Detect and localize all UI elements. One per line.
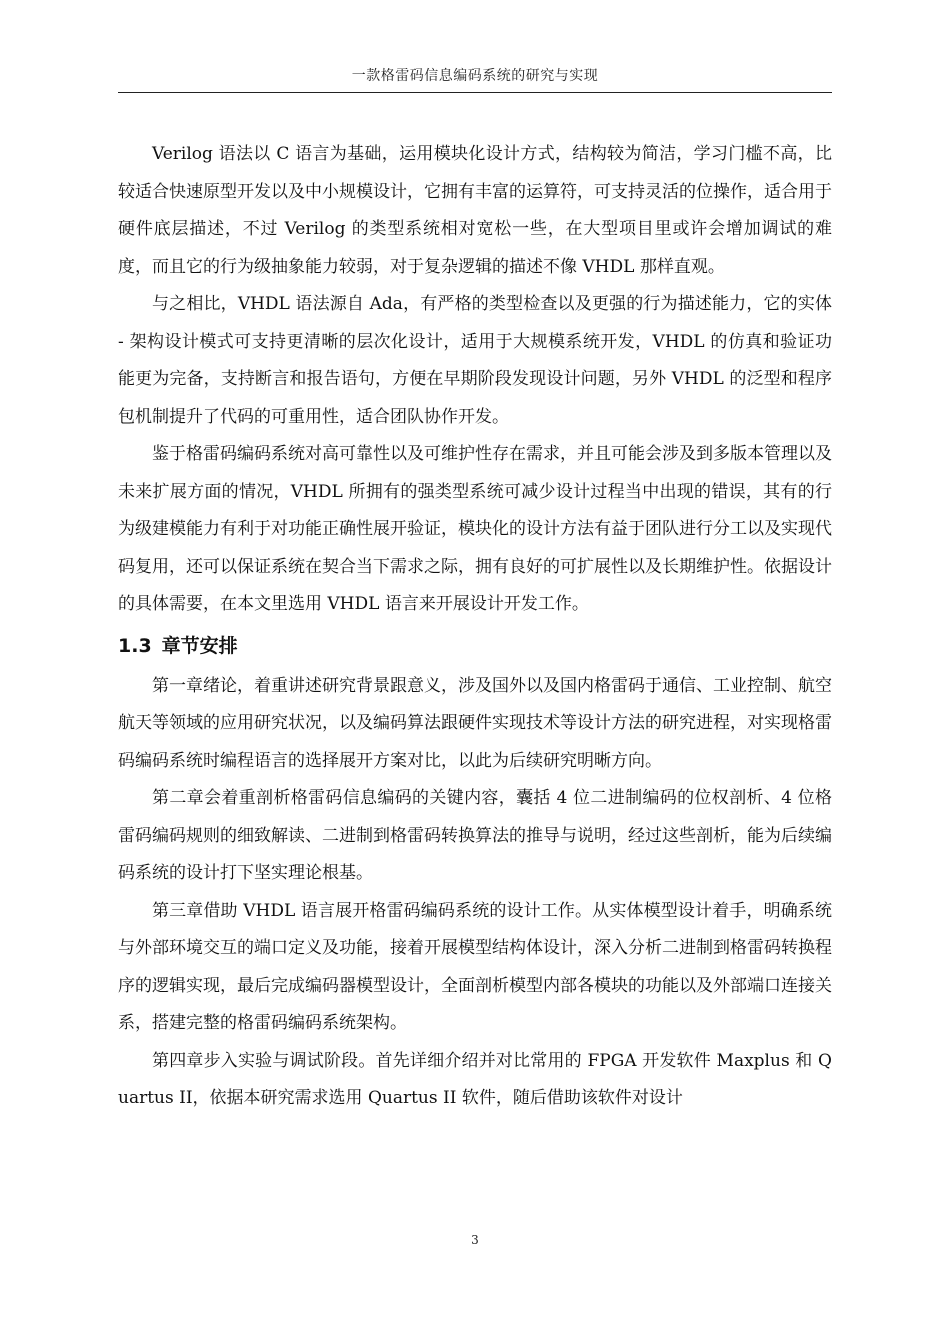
header-rule xyxy=(118,92,832,93)
paragraph-chapter-2: 第二章会着重剖析格雷码信息编码的关键内容，囊括 4 位二进制编码的位权剖析、4 位格雷码编码规则的细致解读、二进制到格雷码转换算法的推导与说明，经过这些剖析，能为后续编码系统的设计打下坚实理论根基。 xyxy=(118,788,832,883)
paragraph-verilog: Verilog 语法以 C 语言为基础，运用模块化设计方式，结构较为简洁，学习门槛不高，比较适合快速原型开发以及中小规模设计，它拥有丰富的运算符，可支持灵活的位操作，适合用于硬件底层描述，不过 Verilog 的类型系统相对宽松一些，在大型项目里或许会增加调试的难度，而且它的行为级抽象能力较弱，对于复杂逻辑的描述不像 VHDL 那样直观。 xyxy=(118,144,832,277)
section-heading xyxy=(118,626,832,666)
paragraph-vhdl: 与之相比，VHDL 语法源自 Ada，有严格的类型检查以及更强的行为描述能力，它的实体 - 架构设计模式可支持更清晰的层次化设计，适用于大规模系统开发，VHDL 的仿真和验证功能更为完备，支持断言和报告语句，方便在早期阶段发现设计问题，另外 VHDL 的泛型和程序包机制提升了代码的可重用性，适合团队协作开发。 xyxy=(118,294,832,427)
section-title: 章节安排 xyxy=(161,634,238,657)
paragraph-chapter-4: 第四章步入实验与调试阶段。首先详细介绍并对比常用的 FPGA 开发软件 Maxplus 和 Quartus II，依据本研究需求选用 Quartus II 软件，随后借助该软件对设计 xyxy=(118,1050,832,1108)
page-number: 3 xyxy=(471,1233,479,1247)
document-body xyxy=(118,136,832,1118)
running-header: 一款格雷码信息编码系统的研究与实现 xyxy=(351,68,599,84)
paragraph-chapter-1: 第一章绪论，着重讲述研究背景跟意义，涉及国外以及国内格雷码于通信、工业控制、航空航天等领域的应用研究状况，以及编码算法跟硬件实现技术等设计方法的研究进程，对实现格雷码编码系统时编程语言的选择展开方案对比，以此为后续研究明晰方向。 xyxy=(118,675,832,771)
paragraph-choice: 鉴于格雷码编码系统对高可靠性以及可维护性存在需求，并且可能会涉及到多版本管理以及未来扩展方面的情况，VHDL 所拥有的强类型系统可减少设计过程当中出现的错误，其有的行为级建模能力有利于对功能正确性展开验证，模块化的设计方法有益于团队进行分工以及实现代码复用，还可以保证系统在契合当下需求之际，拥有良好的可扩展性以及长期维护性。依据设计的具体需要，在本文里选用 VHDL 语言来开展设计开发工作。 xyxy=(118,444,832,614)
section-number: 1.3 xyxy=(118,634,152,657)
paragraph-chapter-3: 第三章借助 VHDL 语言展开格雷码编码系统的设计工作。从实体模型设计着手，明确系统与外部环境交互的端口定义及功能，接着开展模型结构体设计，深入分析二进制到格雷码转换程序的逻辑实现，最后完成编码器模型设计，全面剖析模型内部各模块的功能以及外部端口连接关系，搭建完整的格雷码编码系统架构。 xyxy=(118,900,832,1033)
